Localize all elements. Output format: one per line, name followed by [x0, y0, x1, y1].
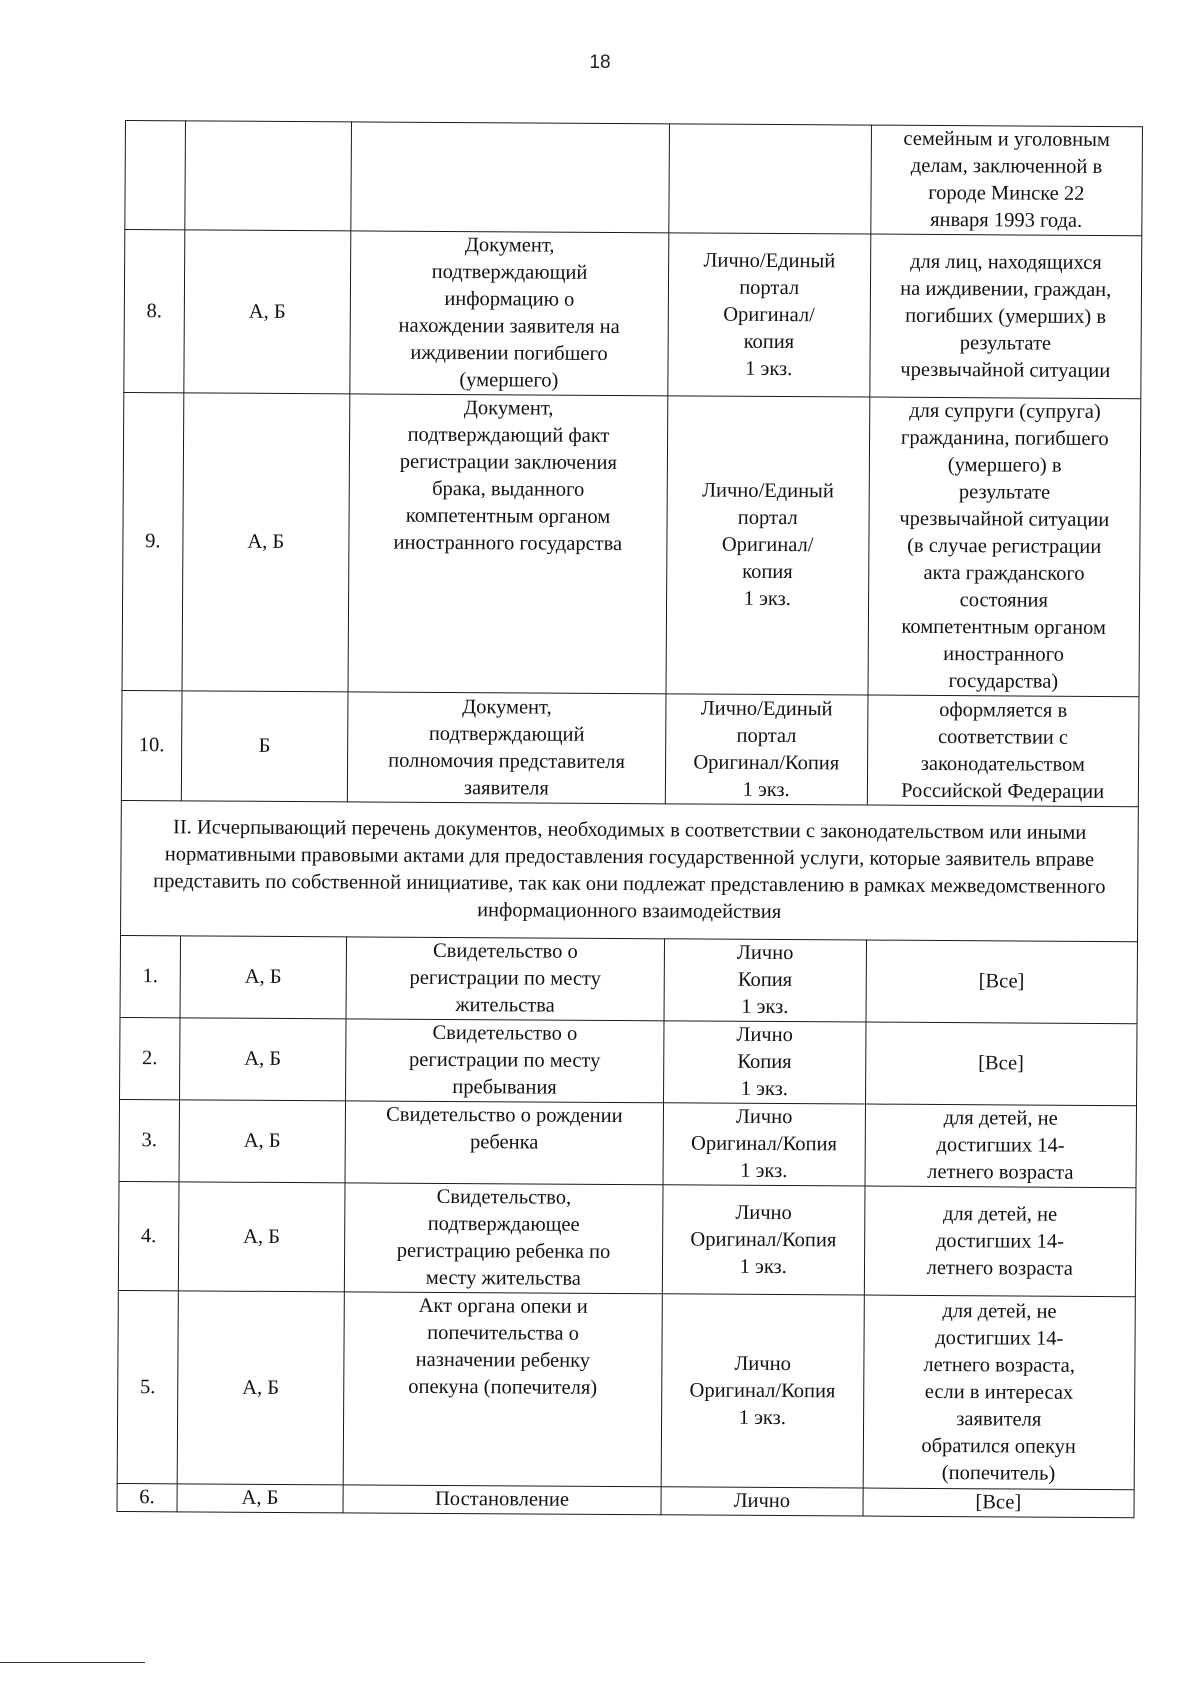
- documents-table: [116, 120, 1142, 1518]
- row-number-cell: 2.: [120, 1017, 180, 1099]
- table-row: [118, 1181, 1136, 1296]
- table-row: [117, 1483, 1134, 1517]
- method-cell: Лично Оригинал/Копия 1 экз.: [662, 1185, 864, 1295]
- row-number-cell: 1.: [120, 935, 180, 1017]
- document-cell: Свидетельство о регистрации по месту пребывания: [345, 1019, 663, 1103]
- category-cell: А, Б: [182, 393, 350, 692]
- method-cell: Лично/Единый портал Оригинал/Копия 1 экз.: [665, 694, 867, 805]
- note-cell: [Все]: [865, 1022, 1137, 1106]
- method-cell: Лично Копия 1 экз.: [664, 939, 866, 1022]
- row-number-cell: 4.: [118, 1181, 178, 1290]
- section-row: [121, 800, 1139, 941]
- document-cell: Свидетельство о рождении ребенка: [345, 1101, 663, 1185]
- section-heading: II. Исчерпывающий перечень документов, необходимых в соответствии с законодательством или иными нормативными правовыми актами для предоставления государственной услуги, которые заявитель вправе представить по собственной инициативе, так как они подлежат представлению в рамках межведомственного информационного взаимодействия: [121, 800, 1139, 941]
- note-cell: для детей, не достигших 14- летнего возраста, если в интересах заявителя обратился опекун (попечитель): [863, 1295, 1136, 1490]
- document-cell: Документ, подтверждающий информацию о нахождении заявителя на иждивении погибшего (умершего): [350, 231, 669, 396]
- category-cell: [185, 121, 352, 231]
- method-cell: Лично/Единый портал Оригинал/ копия 1 экз.: [668, 233, 871, 397]
- note-cell: семейным и уголовным делам, заключенной в городе Минске 22 января 1993 года.: [870, 125, 1142, 236]
- method-cell: Лично Оригинал/Копия 1 экз.: [663, 1103, 865, 1186]
- document-cell: Документ, подтверждающий факт регистрации заключения брака, выданного компетентным органом иностранного государства: [348, 394, 668, 694]
- note-cell: для детей, не достигших 14- летнего возраста: [865, 1104, 1137, 1188]
- table-row: [120, 935, 1137, 1023]
- row-number-cell: 6.: [117, 1483, 177, 1511]
- method-cell: [669, 124, 871, 234]
- category-cell: А, Б: [178, 1182, 345, 1292]
- category-cell: А, Б: [177, 1291, 344, 1485]
- document-cell: Постановление: [343, 1485, 661, 1515]
- row-number-cell: 8.: [124, 230, 185, 393]
- table-row: [119, 1099, 1136, 1187]
- table-row: [122, 392, 1141, 696]
- row-number-cell: 10.: [121, 690, 181, 800]
- category-cell: А, Б: [177, 1484, 343, 1513]
- document-cell: Свидетельство о регистрации по месту жительства: [346, 937, 664, 1021]
- note-cell: для супруги (супруга) гражданина, погибшего (умершего) в результате чрезвычайной ситуации (в случае регистрации акта гражданского состояния компетентным органом иностранного государства): [868, 397, 1141, 697]
- row-number-cell: 9.: [122, 392, 184, 690]
- category-cell: А, Б: [180, 936, 347, 1019]
- page-number: 18: [589, 52, 611, 73]
- document-cell: Свидетельство, подтверждающее регистрацию ребенка по месту жительства: [344, 1183, 663, 1294]
- category-cell: А, Б: [179, 1018, 346, 1101]
- note-cell: для лиц, находящихся на иждивении, граждан, погибших (умерших) в результате чрезвычайной ситуации: [869, 234, 1141, 399]
- table-row: [120, 1017, 1137, 1105]
- document-cell: Документ, подтверждающий полномочия представителя заявителя: [347, 692, 666, 804]
- note-cell: [Все]: [866, 940, 1138, 1024]
- document-cell: [351, 122, 670, 233]
- document-cell: Акт органа опеки и попечительства о назначении ребенку опекуна (попечителя): [343, 1292, 662, 1487]
- method-cell: Лично Оригинал/Копия 1 экз.: [661, 1294, 864, 1488]
- row-number-cell: 5.: [117, 1290, 178, 1483]
- method-cell: Лично Копия 1 экз.: [663, 1021, 865, 1104]
- note-cell: [Все]: [863, 1488, 1135, 1518]
- table-row: [121, 690, 1139, 806]
- table-row: [124, 230, 1142, 399]
- footnote-divider: [0, 1662, 145, 1663]
- note-cell: оформляется в соответствии с законодательством Российской Федерации: [867, 695, 1139, 807]
- table-row: [125, 121, 1143, 236]
- table-row: [117, 1290, 1135, 1489]
- row-number-cell: [125, 121, 185, 230]
- note-cell: для детей, не достигших 14- летнего возраста: [864, 1186, 1136, 1297]
- method-cell: Лично: [661, 1487, 863, 1516]
- category-cell: Б: [181, 691, 348, 802]
- row-number-cell: 3.: [119, 1099, 179, 1181]
- category-cell: А, Б: [179, 1100, 346, 1183]
- method-cell: Лично/Единый портал Оригинал/ копия 1 экз.: [666, 396, 869, 695]
- category-cell: А, Б: [184, 230, 351, 394]
